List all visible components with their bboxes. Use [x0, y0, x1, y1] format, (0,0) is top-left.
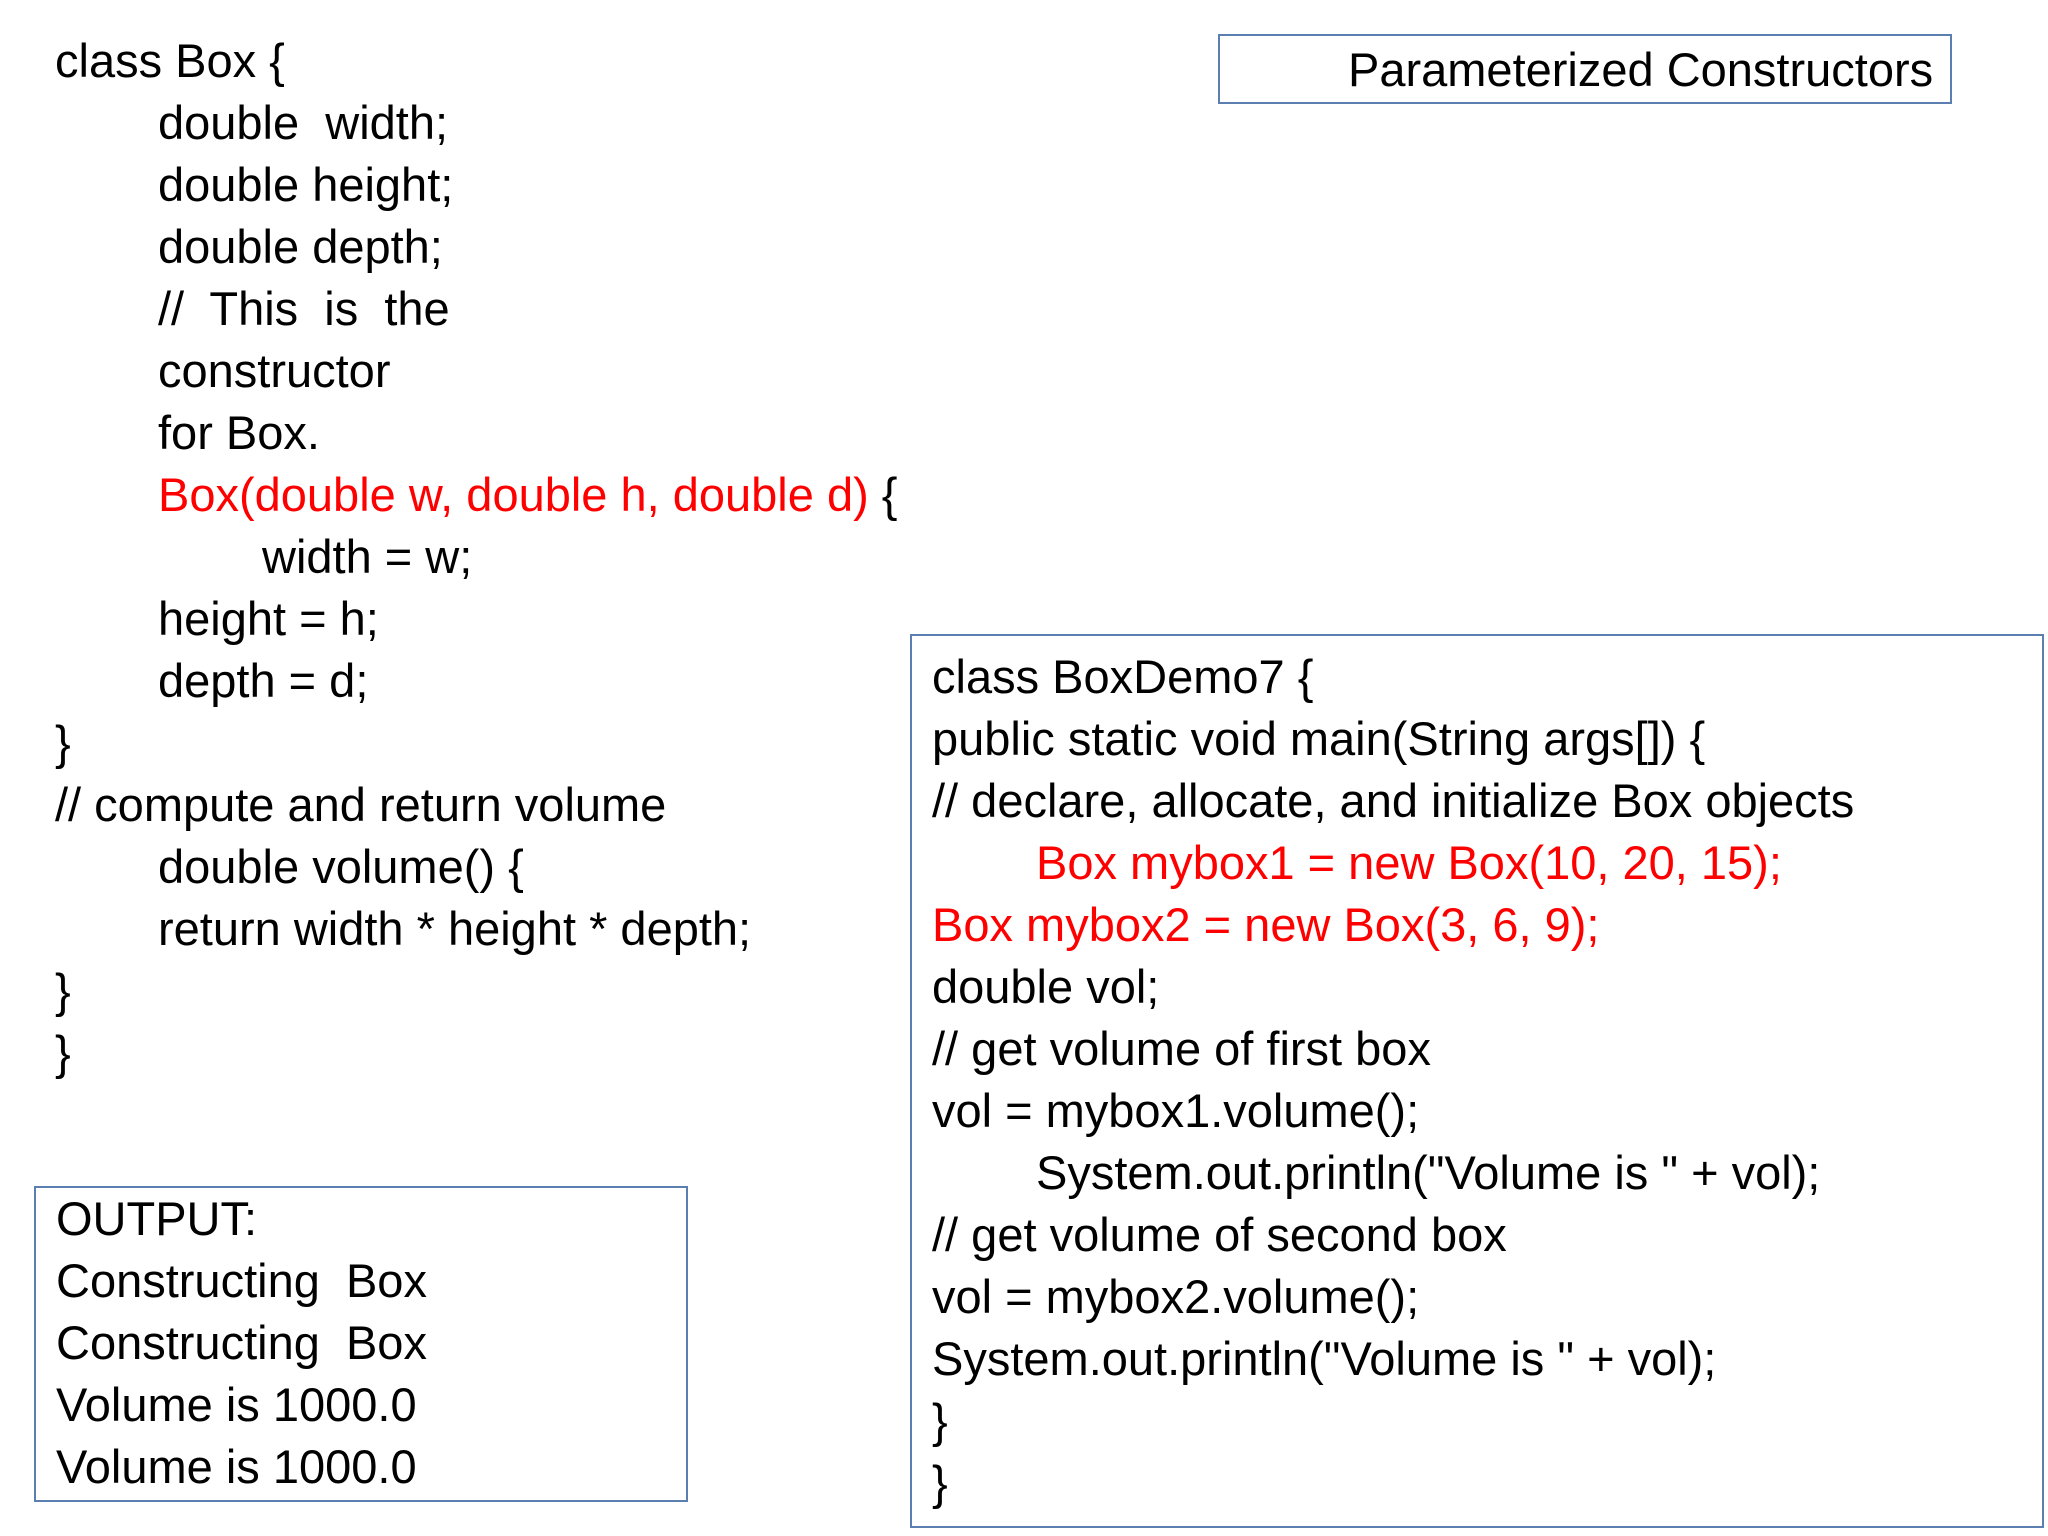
code-line: } [55, 964, 71, 1017]
code-line: return width * height * depth; [158, 902, 752, 955]
code-line: double volume() { [158, 840, 524, 893]
code-line: } [932, 1394, 948, 1447]
code-comment: // get volume of second box [932, 1208, 1507, 1261]
output-line: Volume is 1000.0 [56, 1440, 417, 1493]
code-comment: // compute and return volume [55, 778, 667, 831]
code-comment: for Box. [158, 406, 320, 459]
code-line: } [55, 716, 71, 769]
code-comment: // declare, allocate, and initialize Box objects [932, 774, 1855, 827]
title-box [1218, 34, 1952, 104]
code-line: double depth; [158, 220, 443, 273]
code-line: vol = mybox2.volume(); [932, 1270, 1420, 1323]
code-line: System.out.println("Volume is " + vol); [1036, 1146, 1821, 1199]
code-line: depth = d; [158, 654, 369, 707]
code-line: double vol; [932, 960, 1160, 1013]
code-line: vol = mybox1.volume(); [932, 1084, 1420, 1137]
output-box [34, 1186, 688, 1502]
output-line: Volume is 1000.0 [56, 1378, 417, 1431]
code-line: class Box { [55, 34, 285, 87]
code-comment: constructor [158, 344, 391, 397]
code-line: width = w; [262, 530, 473, 583]
output-line: Constructing Box [56, 1316, 427, 1369]
code-line-highlight: Box mybox2 = new Box(3, 6, 9); [932, 898, 1600, 951]
output-line: Constructing Box [56, 1254, 427, 1307]
code-line: height = h; [158, 592, 379, 645]
code-line: double height; [158, 158, 454, 211]
code-line-highlight: Box mybox1 = new Box(10, 20, 15); [1036, 836, 1782, 889]
output-heading: OUTPUT: [56, 1192, 258, 1245]
slide-title: Parameterized Constructors [1348, 43, 1934, 96]
code-line: class BoxDemo7 { [932, 650, 1314, 703]
code-line: } [932, 1456, 948, 1509]
code-line: System.out.println("Volume is " + vol); [932, 1332, 1717, 1385]
code-line: double width; [158, 96, 449, 149]
demo-class-box [910, 634, 2044, 1528]
code-line: public static void main(String args[]) { [932, 712, 1706, 765]
constructor-signature [158, 464, 898, 526]
constructor-brace: { [868, 468, 898, 521]
code-comment: // This is the [158, 282, 450, 335]
code-line: } [55, 1026, 71, 1079]
code-comment: // get volume of first box [932, 1022, 1431, 1075]
constructor-signature-highlight: Box(double w, double h, double d) [158, 468, 869, 521]
